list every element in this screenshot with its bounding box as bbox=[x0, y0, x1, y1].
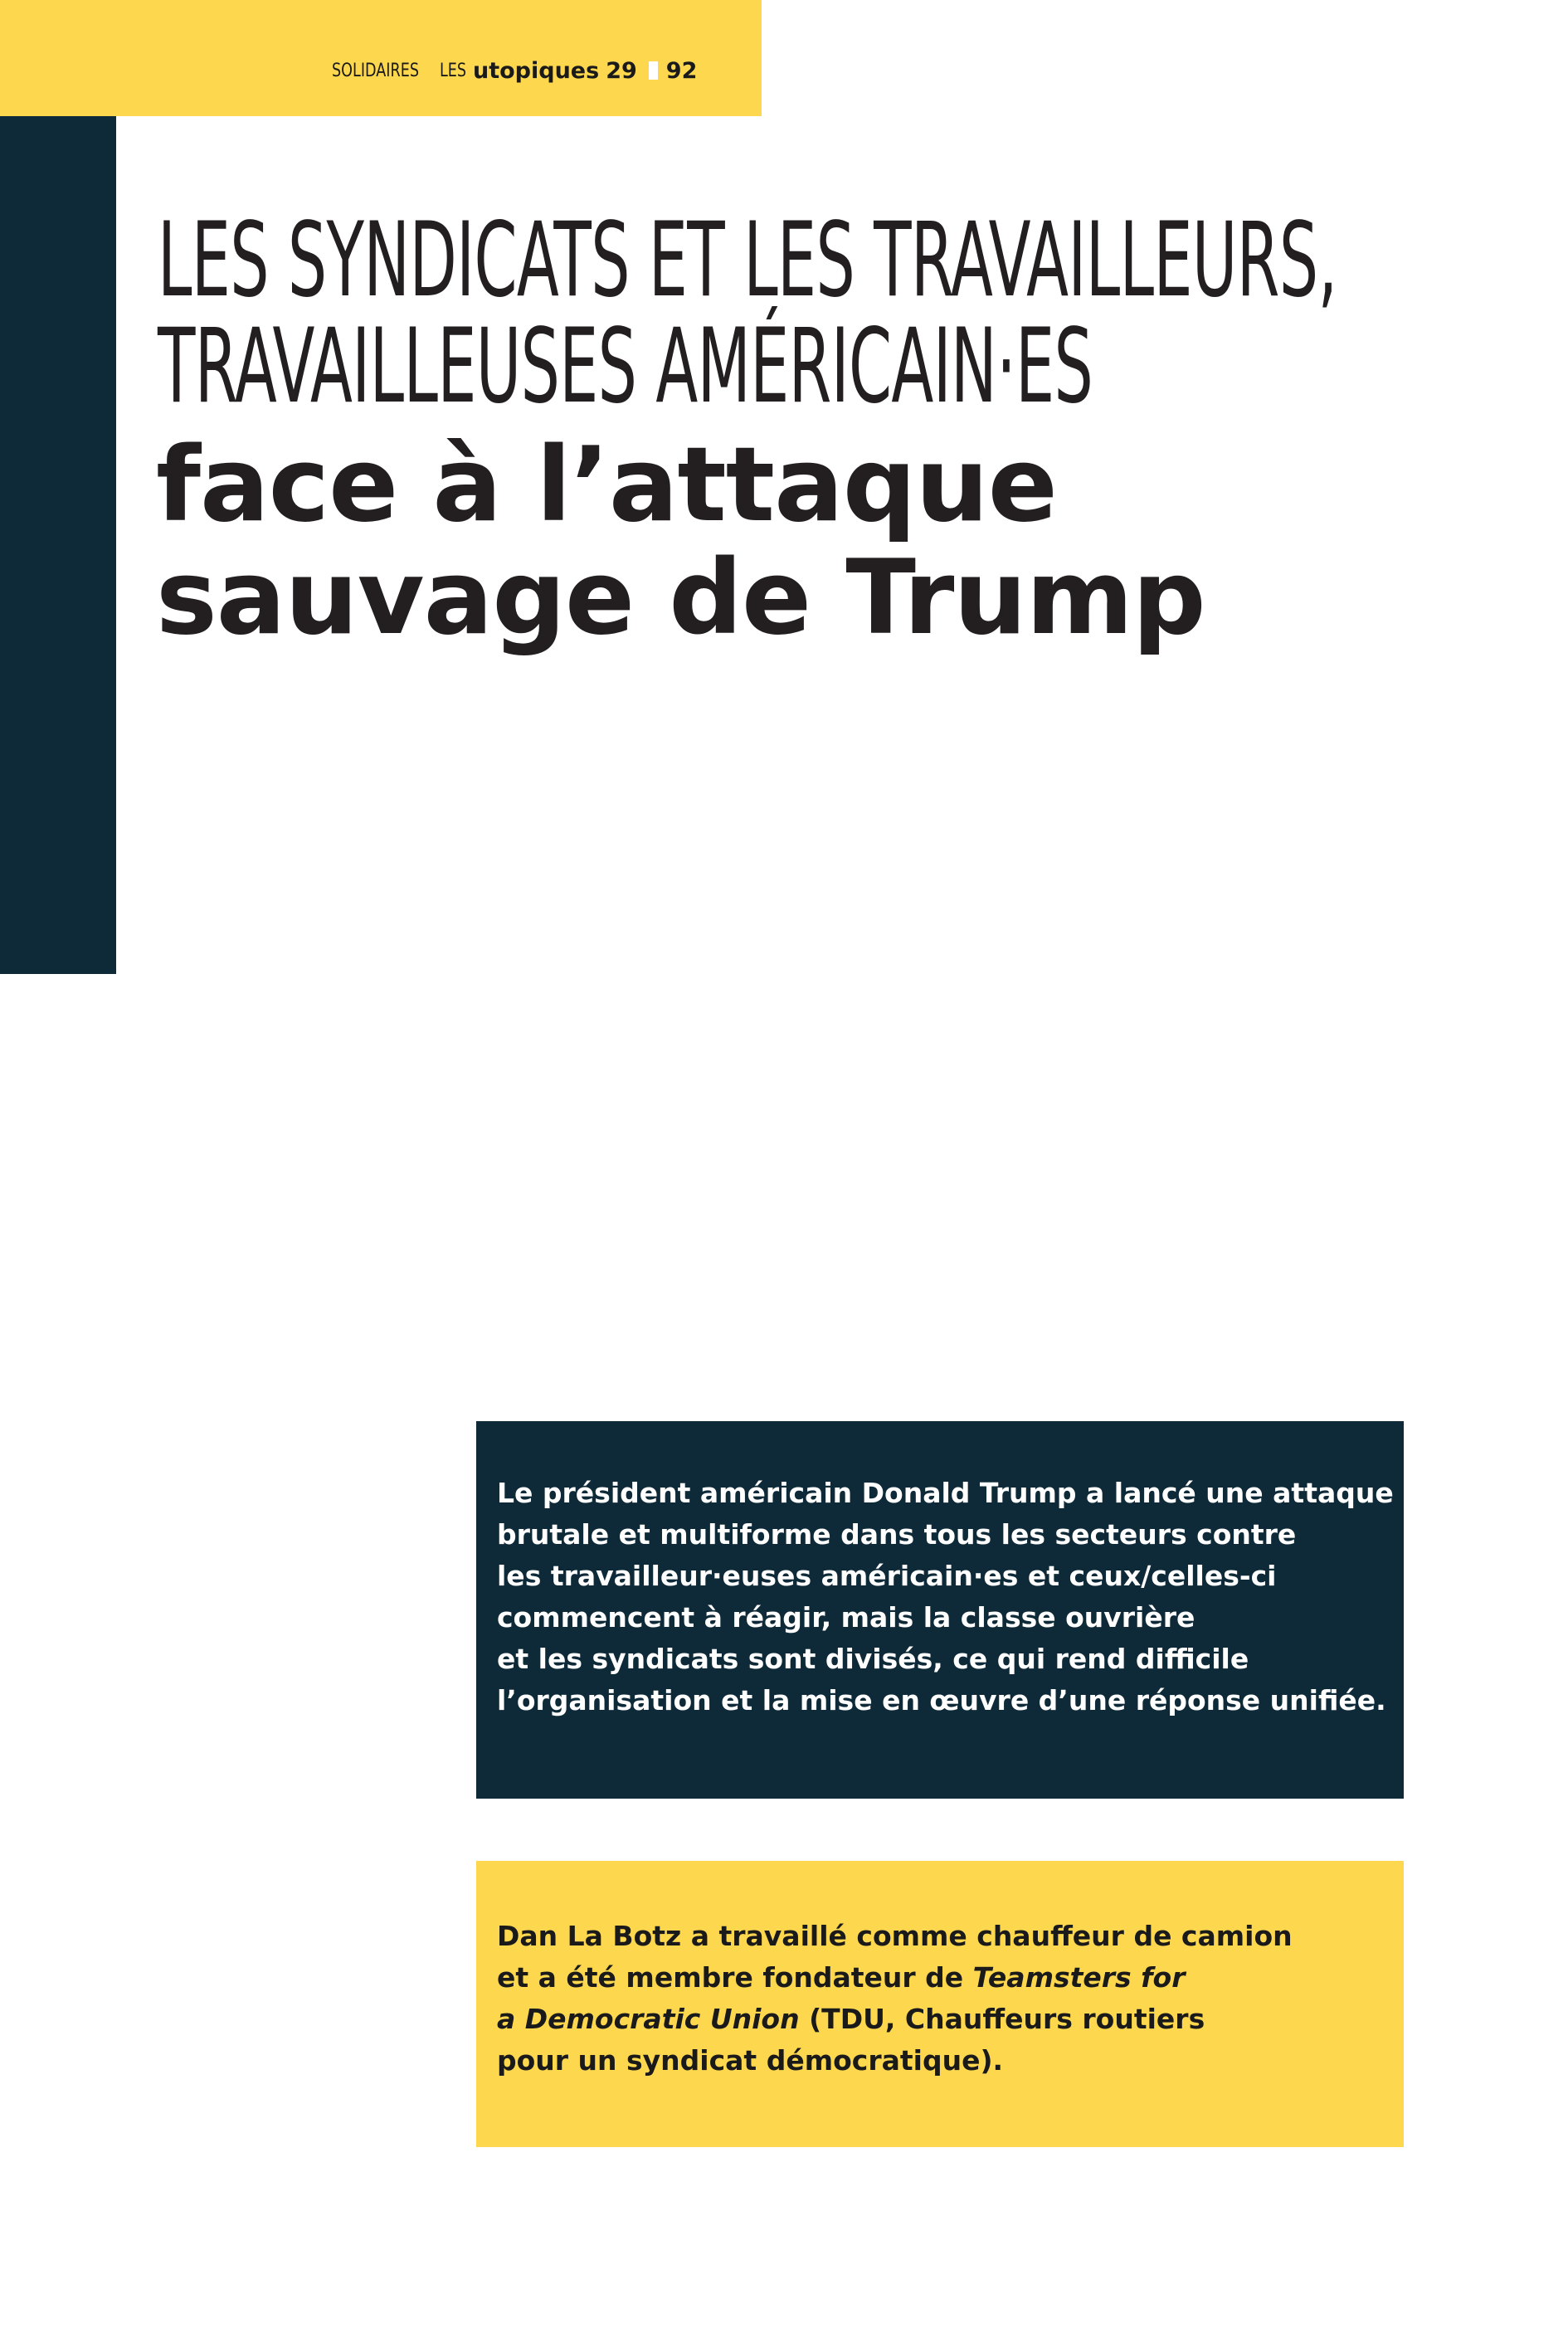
side-accent-bar bbox=[0, 116, 116, 974]
title-line-4: sauvage de Trump bbox=[156, 538, 1205, 658]
bio-line-2 bbox=[497, 1957, 1404, 1999]
title-line-2: TRAVAILLEUSES AMÉRICAIN·ES bbox=[158, 307, 1093, 426]
page-number: 92 bbox=[665, 57, 698, 84]
masthead-separator-mark bbox=[649, 61, 658, 80]
article-title-condensed bbox=[158, 201, 1337, 426]
intro-line: commencent à réagir, mais la classe ouvrière bbox=[497, 1601, 1195, 1634]
intro-box bbox=[476, 1421, 1404, 1799]
intro-line: brutale et multiforme dans tous les secteurs contre bbox=[497, 1518, 1297, 1551]
author-bio-paragraph bbox=[497, 1916, 1404, 2082]
masthead-issue-number: 29 bbox=[606, 57, 637, 84]
masthead-publication: SOLIDAIRES bbox=[332, 60, 420, 81]
title-line-3: face à l’attaque bbox=[156, 426, 1057, 545]
title-line-1: LES SYNDICATS ET LES TRAVAILLEURS, bbox=[158, 201, 1337, 320]
bio-line-3 bbox=[497, 1999, 1404, 2040]
masthead-series-name: utopiques bbox=[473, 57, 600, 84]
author-bio-box bbox=[476, 1861, 1404, 2147]
bio-line-4: pour un syndicat démocratique). bbox=[497, 2044, 1004, 2077]
masthead bbox=[332, 50, 762, 91]
intro-line: et les syndicats sont divisés, ce qui rend difficile bbox=[497, 1643, 1249, 1675]
article-title-heavy bbox=[156, 426, 1525, 658]
bio-organization-name-part-1: Teamsters for bbox=[972, 1961, 1186, 1994]
bio-line-3-text: (TDU, Chauffeurs routiers bbox=[799, 2003, 1205, 2035]
bio-line-2-text: et a été membre fondateur de bbox=[497, 1961, 973, 1994]
intro-line: les travailleur·euses américain·es et ceux/celles-ci bbox=[497, 1560, 1277, 1592]
intro-line: Le président américain Donald Trump a lancé une attaque bbox=[497, 1477, 1394, 1509]
intro-paragraph bbox=[497, 1473, 1404, 1721]
bio-line-1: Dan La Botz a travaillé comme chauffeur de camion bbox=[497, 1920, 1293, 1952]
bio-organization-name-part-2: a Democratic Union bbox=[497, 2003, 800, 2035]
masthead-series-prefix: LES bbox=[440, 60, 467, 81]
intro-line: l’organisation et la mise en œuvre d’une réponse unifiée. bbox=[497, 1684, 1386, 1717]
